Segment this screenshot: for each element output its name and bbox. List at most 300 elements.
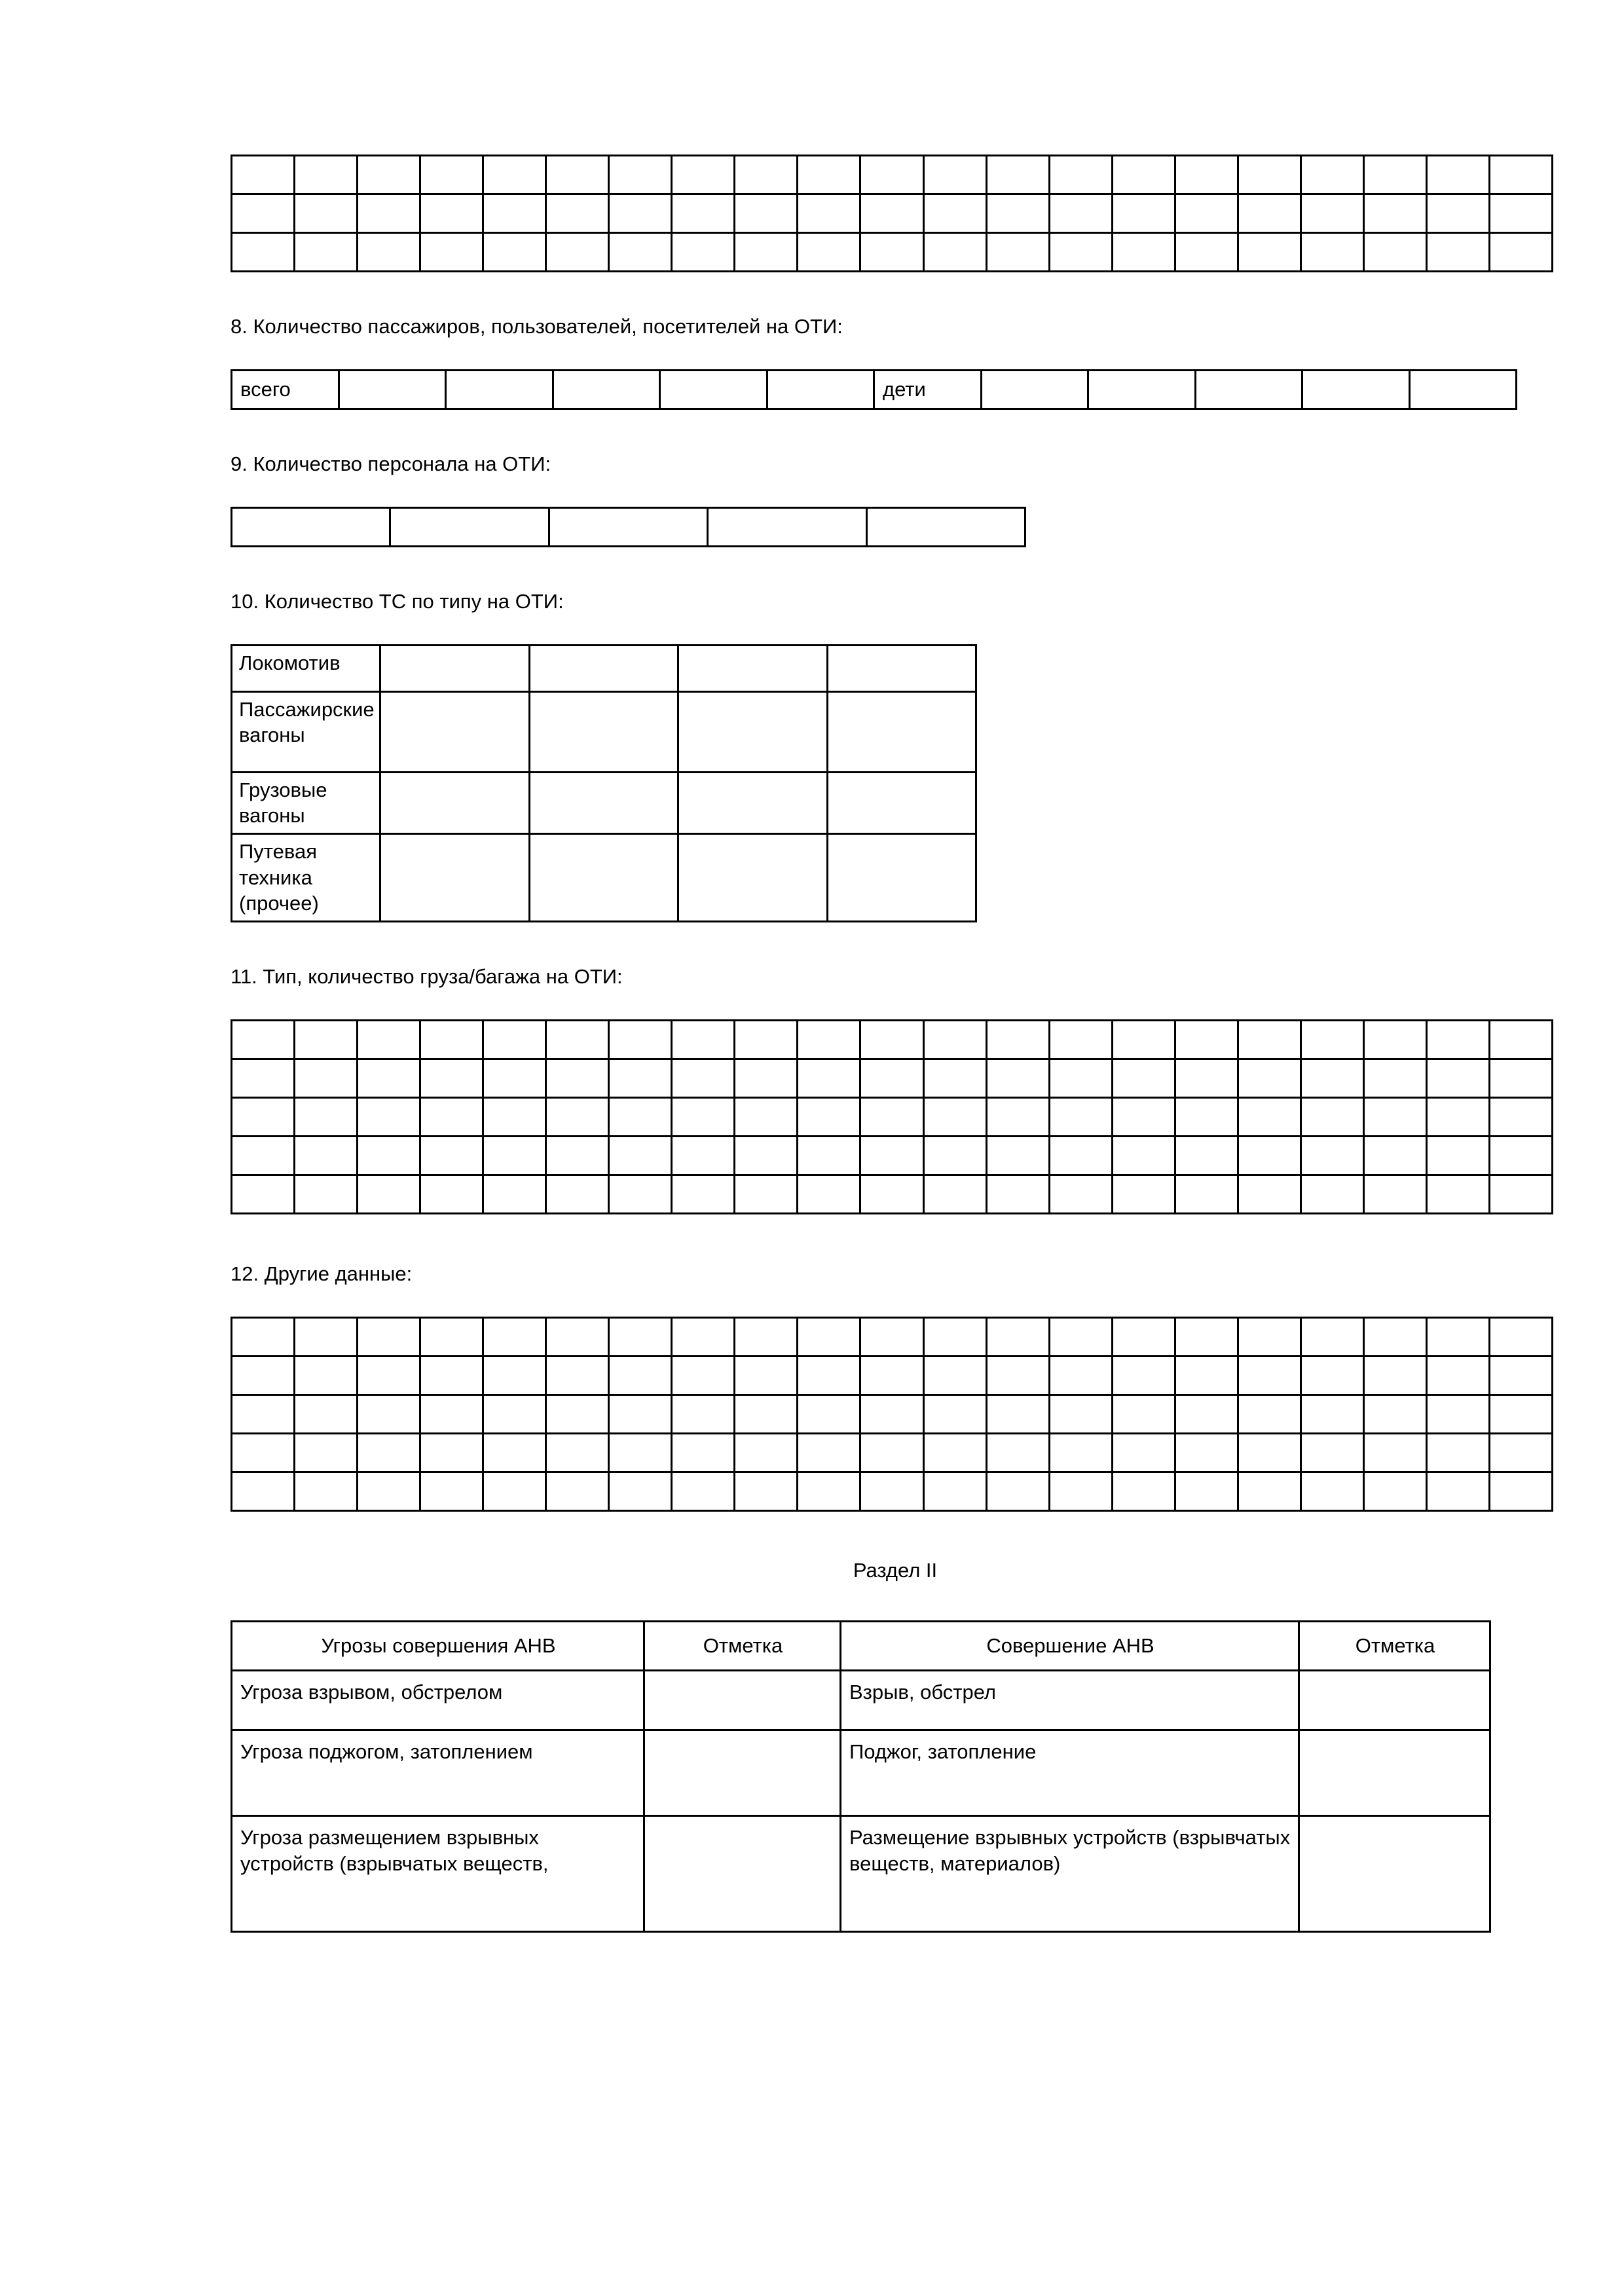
grid-cell[interactable] xyxy=(1301,1394,1363,1433)
grid-cell[interactable] xyxy=(923,233,986,272)
grid-cell[interactable] xyxy=(735,194,798,233)
grid-cell[interactable] xyxy=(546,1433,609,1472)
grid-cell[interactable] xyxy=(1426,1394,1489,1433)
grid-cell[interactable] xyxy=(1112,1020,1175,1059)
grid-cell[interactable] xyxy=(549,507,707,546)
act-mark-arson[interactable] xyxy=(1299,1730,1490,1815)
grid-cell[interactable] xyxy=(232,194,295,233)
grid-cell[interactable] xyxy=(735,1059,798,1097)
grid-cell[interactable] xyxy=(798,233,860,272)
grid-cell[interactable] xyxy=(529,645,678,691)
grid-cell[interactable] xyxy=(358,1433,420,1472)
grid-cell[interactable] xyxy=(1363,1356,1426,1394)
grid-cell[interactable] xyxy=(1489,1433,1552,1472)
grid-cell[interactable] xyxy=(420,1136,483,1175)
grid-cell[interactable] xyxy=(483,1472,546,1510)
grid-cell[interactable] xyxy=(546,1097,609,1136)
grid-cell[interactable] xyxy=(1426,1317,1489,1356)
grid-cell[interactable] xyxy=(358,1394,420,1433)
grid-cell[interactable] xyxy=(546,194,609,233)
grid-cell[interactable] xyxy=(1049,1059,1112,1097)
grid-cell[interactable] xyxy=(1301,194,1363,233)
grid-cell[interactable] xyxy=(923,1020,986,1059)
grid-cell[interactable] xyxy=(1489,1472,1552,1510)
act-mark-explosion[interactable] xyxy=(1299,1670,1490,1730)
grid-cell[interactable] xyxy=(798,1059,860,1097)
grid-cell[interactable] xyxy=(609,1472,672,1510)
grid-cell[interactable] xyxy=(609,1394,672,1433)
grid-cell[interactable] xyxy=(1238,1433,1301,1472)
grid-cell[interactable] xyxy=(358,1472,420,1510)
grid-cell[interactable] xyxy=(609,1356,672,1394)
grid-cell[interactable] xyxy=(1175,1433,1238,1472)
grid-cell[interactable] xyxy=(546,1175,609,1213)
grid-cell[interactable] xyxy=(483,1394,546,1433)
grid-cell[interactable] xyxy=(986,1136,1049,1175)
grid-cell[interactable] xyxy=(420,233,483,272)
grid-cell[interactable] xyxy=(380,691,529,772)
grid-cell[interactable] xyxy=(672,1175,735,1213)
grid-cell[interactable] xyxy=(1489,1059,1552,1097)
grid-cell[interactable] xyxy=(295,233,358,272)
grid-cell[interactable] xyxy=(1426,1059,1489,1097)
grid-cell[interactable] xyxy=(232,1136,295,1175)
grid-cell[interactable] xyxy=(1112,1472,1175,1510)
grid-cell[interactable] xyxy=(798,1394,860,1433)
grid-cell[interactable] xyxy=(735,1175,798,1213)
grid-cell[interactable] xyxy=(295,1097,358,1136)
grid-cell[interactable] xyxy=(672,1356,735,1394)
grid-cell[interactable] xyxy=(295,156,358,194)
grid-cell[interactable] xyxy=(1238,1175,1301,1213)
grid-cell[interactable] xyxy=(1363,1020,1426,1059)
grid-cell[interactable] xyxy=(1049,233,1112,272)
grid-cell[interactable] xyxy=(232,1356,295,1394)
grid-cell[interactable] xyxy=(483,1175,546,1213)
grid-cell[interactable] xyxy=(1049,1020,1112,1059)
grid-cell[interactable] xyxy=(358,156,420,194)
grid-cell[interactable] xyxy=(735,233,798,272)
grid-cell[interactable] xyxy=(708,507,866,546)
grid-cell[interactable] xyxy=(866,507,1025,546)
grid-cell[interactable] xyxy=(295,1394,358,1433)
grid-cell[interactable] xyxy=(546,1059,609,1097)
grid-cell[interactable] xyxy=(1489,194,1552,233)
grid-cell[interactable] xyxy=(735,1097,798,1136)
grid-cell[interactable] xyxy=(860,1059,923,1097)
grid-cell[interactable] xyxy=(483,156,546,194)
grid-cell[interactable] xyxy=(1489,1394,1552,1433)
grid-cell[interactable] xyxy=(609,1317,672,1356)
grid-cell[interactable] xyxy=(672,1136,735,1175)
grid-cell[interactable] xyxy=(923,156,986,194)
grid-cell[interactable] xyxy=(1426,1356,1489,1394)
grid-cell[interactable] xyxy=(981,370,1088,409)
grid-cell[interactable] xyxy=(420,194,483,233)
grid-cell[interactable] xyxy=(232,1394,295,1433)
grid-cell[interactable] xyxy=(1175,1136,1238,1175)
grid-cell[interactable] xyxy=(609,233,672,272)
grid-cell[interactable] xyxy=(358,1020,420,1059)
grid-cell[interactable] xyxy=(358,1136,420,1175)
grid-cell[interactable] xyxy=(358,1356,420,1394)
grid-cell[interactable] xyxy=(1426,1097,1489,1136)
grid-cell[interactable] xyxy=(923,1175,986,1213)
grid-cell[interactable] xyxy=(1301,1317,1363,1356)
grid-cell[interactable] xyxy=(735,1356,798,1394)
grid-cell[interactable] xyxy=(1112,1433,1175,1472)
grid-cell[interactable] xyxy=(860,1020,923,1059)
grid-cell[interactable] xyxy=(1049,1097,1112,1136)
grid-cell[interactable] xyxy=(860,156,923,194)
grid-cell[interactable] xyxy=(609,1059,672,1097)
grid-cell[interactable] xyxy=(1112,233,1175,272)
grid-cell[interactable] xyxy=(358,194,420,233)
grid-cell[interactable] xyxy=(1049,1356,1112,1394)
grid-cell[interactable] xyxy=(483,1059,546,1097)
grid-cell[interactable] xyxy=(1301,1059,1363,1097)
grid-cell[interactable] xyxy=(923,194,986,233)
grid-cell[interactable] xyxy=(672,1317,735,1356)
grid-cell[interactable] xyxy=(678,772,827,833)
grid-cell[interactable] xyxy=(420,1394,483,1433)
grid-cell[interactable] xyxy=(446,370,553,409)
grid-cell[interactable] xyxy=(1049,1394,1112,1433)
grid-cell[interactable] xyxy=(798,1175,860,1213)
grid-cell[interactable] xyxy=(295,1472,358,1510)
grid-cell[interactable] xyxy=(420,1356,483,1394)
grid-cell[interactable] xyxy=(420,1472,483,1510)
grid-cell[interactable] xyxy=(232,1433,295,1472)
grid-cell[interactable] xyxy=(483,233,546,272)
grid-cell[interactable] xyxy=(986,1433,1049,1472)
grid-cell[interactable] xyxy=(609,156,672,194)
grid-cell[interactable] xyxy=(986,156,1049,194)
grid-cell[interactable] xyxy=(986,1472,1049,1510)
grid-cell[interactable] xyxy=(860,1136,923,1175)
grid-cell[interactable] xyxy=(986,1394,1049,1433)
grid-cell[interactable] xyxy=(1301,1433,1363,1472)
grid-cell[interactable] xyxy=(1426,1472,1489,1510)
grid-cell[interactable] xyxy=(1489,1020,1552,1059)
grid-cell[interactable] xyxy=(1175,1317,1238,1356)
grid-cell[interactable] xyxy=(672,1394,735,1433)
grid-cell[interactable] xyxy=(1112,1059,1175,1097)
grid-cell[interactable] xyxy=(380,772,529,833)
grid-cell[interactable] xyxy=(827,645,976,691)
grid-cell[interactable] xyxy=(860,194,923,233)
grid-cell[interactable] xyxy=(1238,233,1301,272)
grid-cell[interactable] xyxy=(860,1394,923,1433)
grid-cell[interactable] xyxy=(1301,233,1363,272)
grid-cell[interactable] xyxy=(1238,194,1301,233)
grid-cell[interactable] xyxy=(672,1020,735,1059)
grid-cell[interactable] xyxy=(1088,370,1196,409)
grid-cell[interactable] xyxy=(1049,156,1112,194)
grid-cell[interactable] xyxy=(295,1356,358,1394)
grid-cell[interactable] xyxy=(232,1317,295,1356)
grid-cell[interactable] xyxy=(609,1175,672,1213)
grid-cell[interactable] xyxy=(390,507,549,546)
grid-cell[interactable] xyxy=(860,1097,923,1136)
grid-cell[interactable] xyxy=(1363,1472,1426,1510)
grid-cell[interactable] xyxy=(1112,1175,1175,1213)
grid-cell[interactable] xyxy=(1363,156,1426,194)
grid-cell[interactable] xyxy=(420,1433,483,1472)
grid-cell[interactable] xyxy=(860,233,923,272)
grid-cell[interactable] xyxy=(295,1059,358,1097)
grid-cell[interactable] xyxy=(358,1059,420,1097)
grid-cell[interactable] xyxy=(553,370,660,409)
grid-cell[interactable] xyxy=(420,1020,483,1059)
grid-cell[interactable] xyxy=(1301,1136,1363,1175)
grid-cell[interactable] xyxy=(295,1175,358,1213)
grid-cell[interactable] xyxy=(232,1059,295,1097)
grid-cell[interactable] xyxy=(1426,1433,1489,1472)
grid-cell[interactable] xyxy=(295,1136,358,1175)
grid-cell[interactable] xyxy=(798,1472,860,1510)
grid-cell[interactable] xyxy=(420,156,483,194)
grid-cell[interactable] xyxy=(483,194,546,233)
grid-cell[interactable] xyxy=(986,194,1049,233)
threat-mark-explosion[interactable] xyxy=(644,1670,841,1730)
grid-cell[interactable] xyxy=(1238,1020,1301,1059)
grid-cell[interactable] xyxy=(529,691,678,772)
grid-cell[interactable] xyxy=(1049,1317,1112,1356)
grid-cell[interactable] xyxy=(232,1175,295,1213)
grid-cell[interactable] xyxy=(1489,156,1552,194)
grid-cell[interactable] xyxy=(420,1317,483,1356)
grid-cell[interactable] xyxy=(380,645,529,691)
grid-cell[interactable] xyxy=(295,1020,358,1059)
grid-cell[interactable] xyxy=(860,1472,923,1510)
grid-cell[interactable] xyxy=(232,507,390,546)
grid-cell[interactable] xyxy=(735,1433,798,1472)
grid-cell[interactable] xyxy=(358,1097,420,1136)
grid-cell[interactable] xyxy=(672,1433,735,1472)
grid-cell[interactable] xyxy=(923,1317,986,1356)
grid-cell[interactable] xyxy=(678,691,827,772)
grid-cell[interactable] xyxy=(609,1097,672,1136)
grid-cell[interactable] xyxy=(660,370,767,409)
grid-cell[interactable] xyxy=(1112,1356,1175,1394)
grid-cell[interactable] xyxy=(483,1020,546,1059)
grid-cell[interactable] xyxy=(827,691,976,772)
grid-cell[interactable] xyxy=(1175,1020,1238,1059)
grid-cell[interactable] xyxy=(1426,1175,1489,1213)
grid-cell[interactable] xyxy=(1301,156,1363,194)
grid-cell[interactable] xyxy=(609,1020,672,1059)
grid-cell[interactable] xyxy=(986,1059,1049,1097)
grid-cell[interactable] xyxy=(735,1317,798,1356)
grid-cell[interactable] xyxy=(986,233,1049,272)
grid-cell[interactable] xyxy=(767,370,874,409)
grid-cell[interactable] xyxy=(1112,1097,1175,1136)
grid-cell[interactable] xyxy=(232,1472,295,1510)
grid-cell[interactable] xyxy=(1049,1136,1112,1175)
grid-cell[interactable] xyxy=(923,1356,986,1394)
grid-cell[interactable] xyxy=(1426,156,1489,194)
grid-cell[interactable] xyxy=(986,1356,1049,1394)
grid-cell[interactable] xyxy=(672,156,735,194)
grid-cell[interactable] xyxy=(860,1356,923,1394)
grid-cell[interactable] xyxy=(1489,1317,1552,1356)
grid-cell[interactable] xyxy=(232,1020,295,1059)
grid-cell[interactable] xyxy=(420,1175,483,1213)
grid-cell[interactable] xyxy=(1175,1059,1238,1097)
grid-cell[interactable] xyxy=(1049,1472,1112,1510)
grid-cell[interactable] xyxy=(1112,156,1175,194)
grid-cell[interactable] xyxy=(1363,1433,1426,1472)
grid-cell[interactable] xyxy=(546,1394,609,1433)
grid-cell[interactable] xyxy=(1426,1136,1489,1175)
grid-cell[interactable] xyxy=(1049,1433,1112,1472)
grid-cell[interactable] xyxy=(295,1317,358,1356)
grid-cell[interactable] xyxy=(672,1472,735,1510)
grid-cell[interactable] xyxy=(1409,370,1517,409)
grid-cell[interactable] xyxy=(420,1097,483,1136)
grid-cell[interactable] xyxy=(546,1317,609,1356)
grid-cell[interactable] xyxy=(1238,1136,1301,1175)
grid-cell[interactable] xyxy=(546,1472,609,1510)
grid-cell[interactable] xyxy=(860,1175,923,1213)
grid-cell[interactable] xyxy=(358,1175,420,1213)
grid-cell[interactable] xyxy=(1363,1175,1426,1213)
grid-cell[interactable] xyxy=(1238,1317,1301,1356)
grid-cell[interactable] xyxy=(827,833,976,921)
grid-cell[interactable] xyxy=(1301,1097,1363,1136)
grid-cell[interactable] xyxy=(1363,1394,1426,1433)
grid-cell[interactable] xyxy=(1363,1317,1426,1356)
grid-cell[interactable] xyxy=(672,233,735,272)
grid-cell[interactable] xyxy=(1301,1175,1363,1213)
grid-cell[interactable] xyxy=(735,156,798,194)
grid-cell[interactable] xyxy=(546,1136,609,1175)
grid-cell[interactable] xyxy=(860,1317,923,1356)
grid-cell[interactable] xyxy=(295,1433,358,1472)
grid-cell[interactable] xyxy=(860,1433,923,1472)
grid-cell[interactable] xyxy=(735,1472,798,1510)
grid-cell[interactable] xyxy=(358,233,420,272)
grid-cell[interactable] xyxy=(735,1136,798,1175)
grid-cell[interactable] xyxy=(1175,1472,1238,1510)
grid-cell[interactable] xyxy=(1049,1175,1112,1213)
grid-cell[interactable] xyxy=(420,1059,483,1097)
grid-cell[interactable] xyxy=(1363,1136,1426,1175)
grid-cell[interactable] xyxy=(483,1356,546,1394)
grid-cell[interactable] xyxy=(483,1433,546,1472)
grid-cell[interactable] xyxy=(380,833,529,921)
grid-cell[interactable] xyxy=(483,1097,546,1136)
grid-cell[interactable] xyxy=(1489,233,1552,272)
grid-cell[interactable] xyxy=(678,645,827,691)
grid-cell[interactable] xyxy=(672,194,735,233)
grid-cell[interactable] xyxy=(1363,1059,1426,1097)
grid-cell[interactable] xyxy=(232,233,295,272)
threat-mark-explosive-device[interactable] xyxy=(644,1815,841,1931)
grid-cell[interactable] xyxy=(798,1097,860,1136)
grid-cell[interactable] xyxy=(483,1136,546,1175)
grid-cell[interactable] xyxy=(1238,1472,1301,1510)
grid-cell[interactable] xyxy=(1175,1175,1238,1213)
grid-cell[interactable] xyxy=(798,1317,860,1356)
grid-cell[interactable] xyxy=(232,1097,295,1136)
grid-cell[interactable] xyxy=(923,1059,986,1097)
grid-cell[interactable] xyxy=(1301,1356,1363,1394)
grid-cell[interactable] xyxy=(529,772,678,833)
grid-cell[interactable] xyxy=(798,194,860,233)
grid-cell[interactable] xyxy=(609,194,672,233)
grid-cell[interactable] xyxy=(986,1097,1049,1136)
grid-cell[interactable] xyxy=(1175,194,1238,233)
grid-cell[interactable] xyxy=(546,1020,609,1059)
grid-cell[interactable] xyxy=(529,833,678,921)
grid-cell[interactable] xyxy=(546,233,609,272)
grid-cell[interactable] xyxy=(609,1136,672,1175)
grid-cell[interactable] xyxy=(1363,233,1426,272)
grid-cell[interactable] xyxy=(923,1097,986,1136)
grid-cell[interactable] xyxy=(1238,1059,1301,1097)
grid-cell[interactable] xyxy=(798,1356,860,1394)
grid-cell[interactable] xyxy=(1489,1136,1552,1175)
grid-cell[interactable] xyxy=(1175,233,1238,272)
grid-cell[interactable] xyxy=(1238,1097,1301,1136)
grid-cell[interactable] xyxy=(609,1433,672,1472)
grid-cell[interactable] xyxy=(1426,233,1489,272)
grid-cell[interactable] xyxy=(923,1472,986,1510)
grid-cell[interactable] xyxy=(1426,194,1489,233)
grid-cell[interactable] xyxy=(735,1394,798,1433)
grid-cell[interactable] xyxy=(1489,1097,1552,1136)
grid-cell[interactable] xyxy=(1175,1356,1238,1394)
grid-cell[interactable] xyxy=(232,156,295,194)
grid-cell[interactable] xyxy=(986,1175,1049,1213)
grid-cell[interactable] xyxy=(798,1136,860,1175)
grid-cell[interactable] xyxy=(1195,370,1302,409)
grid-cell[interactable] xyxy=(798,156,860,194)
grid-cell[interactable] xyxy=(1112,194,1175,233)
grid-cell[interactable] xyxy=(1363,194,1426,233)
grid-cell[interactable] xyxy=(358,1317,420,1356)
grid-cell[interactable] xyxy=(1112,1136,1175,1175)
grid-cell[interactable] xyxy=(1301,1020,1363,1059)
grid-cell[interactable] xyxy=(923,1136,986,1175)
grid-cell[interactable] xyxy=(1175,1097,1238,1136)
grid-cell[interactable] xyxy=(798,1020,860,1059)
grid-cell[interactable] xyxy=(798,1433,860,1472)
grid-cell[interactable] xyxy=(986,1317,1049,1356)
grid-cell[interactable] xyxy=(1238,1394,1301,1433)
grid-cell[interactable] xyxy=(1238,1356,1301,1394)
grid-cell[interactable] xyxy=(546,156,609,194)
grid-cell[interactable] xyxy=(672,1059,735,1097)
grid-cell[interactable] xyxy=(1049,194,1112,233)
grid-cell[interactable] xyxy=(923,1433,986,1472)
grid-cell[interactable] xyxy=(546,1356,609,1394)
grid-cell[interactable] xyxy=(1302,370,1410,409)
grid-cell[interactable] xyxy=(735,1020,798,1059)
grid-cell[interactable] xyxy=(1489,1175,1552,1213)
grid-cell[interactable] xyxy=(1112,1317,1175,1356)
act-mark-explosive-device[interactable] xyxy=(1299,1815,1490,1931)
grid-cell[interactable] xyxy=(1489,1356,1552,1394)
threat-mark-arson[interactable] xyxy=(644,1730,841,1815)
grid-cell[interactable] xyxy=(1175,156,1238,194)
grid-cell[interactable] xyxy=(1301,1472,1363,1510)
grid-cell[interactable] xyxy=(483,1317,546,1356)
grid-cell[interactable] xyxy=(1112,1394,1175,1433)
grid-cell[interactable] xyxy=(1175,1394,1238,1433)
